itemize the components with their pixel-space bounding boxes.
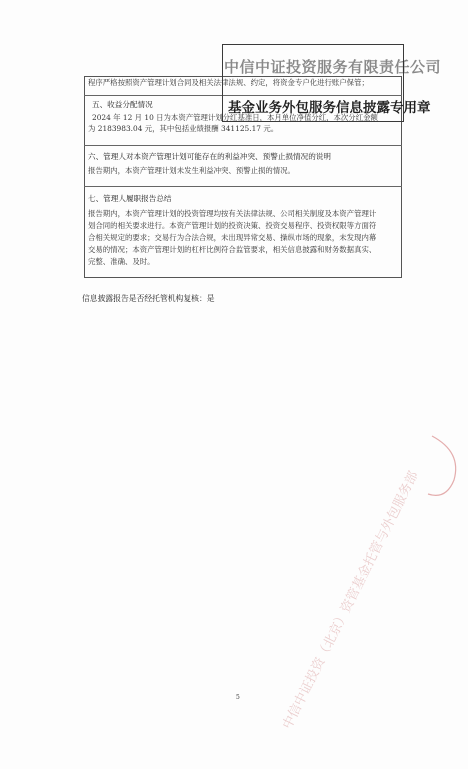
seal-arc bbox=[428, 436, 456, 495]
section-7-text: 报告期内，本资产管理计划的投资管理均按有关法律法规、公司相关制度及本资产管理计 bbox=[88, 209, 377, 218]
review-question: 信息披露报告是否经托管机构复核：是 bbox=[82, 294, 215, 303]
section-6-heading: 六、管理人对本资产管理计划可能存在的利益冲突、预警止损情况的说明 bbox=[88, 152, 331, 161]
section-5-text: 2024 年 12 月 10 日为本资产管理计划分红基准日，本月单位净值分红，本次分红金额 bbox=[92, 113, 378, 122]
row-divider bbox=[84, 145, 402, 146]
top-text-line: 程序严格按照资产管理计划合同及相关法律法规、约定，将资金专户化进行账户保管； bbox=[88, 78, 369, 87]
section-5-text: 为 2183983.04 元，其中包括业绩报酬 341125.17 元。 bbox=[88, 124, 279, 133]
section-7-heading: 七、管理人履职报告总结 bbox=[88, 194, 172, 203]
page-number: 5 bbox=[236, 694, 240, 701]
svg-text:中信中证投资（北京）资管基金托管与外包服务部 bbox=[279, 469, 421, 732]
stamp-purpose: 基金业务外包服务信息披露专用章 bbox=[228, 100, 431, 116]
section-7-text: 划合同的相关要求进行。本资产管理计划的投资决策、投资交易程序、投资权限等方面符 bbox=[88, 221, 377, 230]
section-7-text: 完整、准确、及时。 bbox=[88, 257, 155, 266]
section-7-text: 交易的情况；本资产管理计划的杠杆比例符合监管要求，相关信息披露和财务数据真实、 bbox=[88, 245, 377, 254]
stamp-company-name: 中信中证投资服务有限责任公司 bbox=[224, 58, 442, 76]
section-5-heading: 五、收益分配情况 bbox=[92, 100, 153, 109]
row-divider bbox=[84, 186, 402, 187]
seal-watermark-text bbox=[279, 469, 421, 732]
section-6-text: 报告期内，本资产管理计划未发生利益冲突、预警止损的情况。 bbox=[88, 166, 295, 175]
watermark-text: 中信中证投资（北京）资管基金托管与外包服务部 bbox=[280, 468, 422, 732]
section-7-text: 合相关规定的要求；交易行为合法合规，未出现异常交易、操纵市场的现象，未发现内幕 bbox=[88, 233, 377, 242]
